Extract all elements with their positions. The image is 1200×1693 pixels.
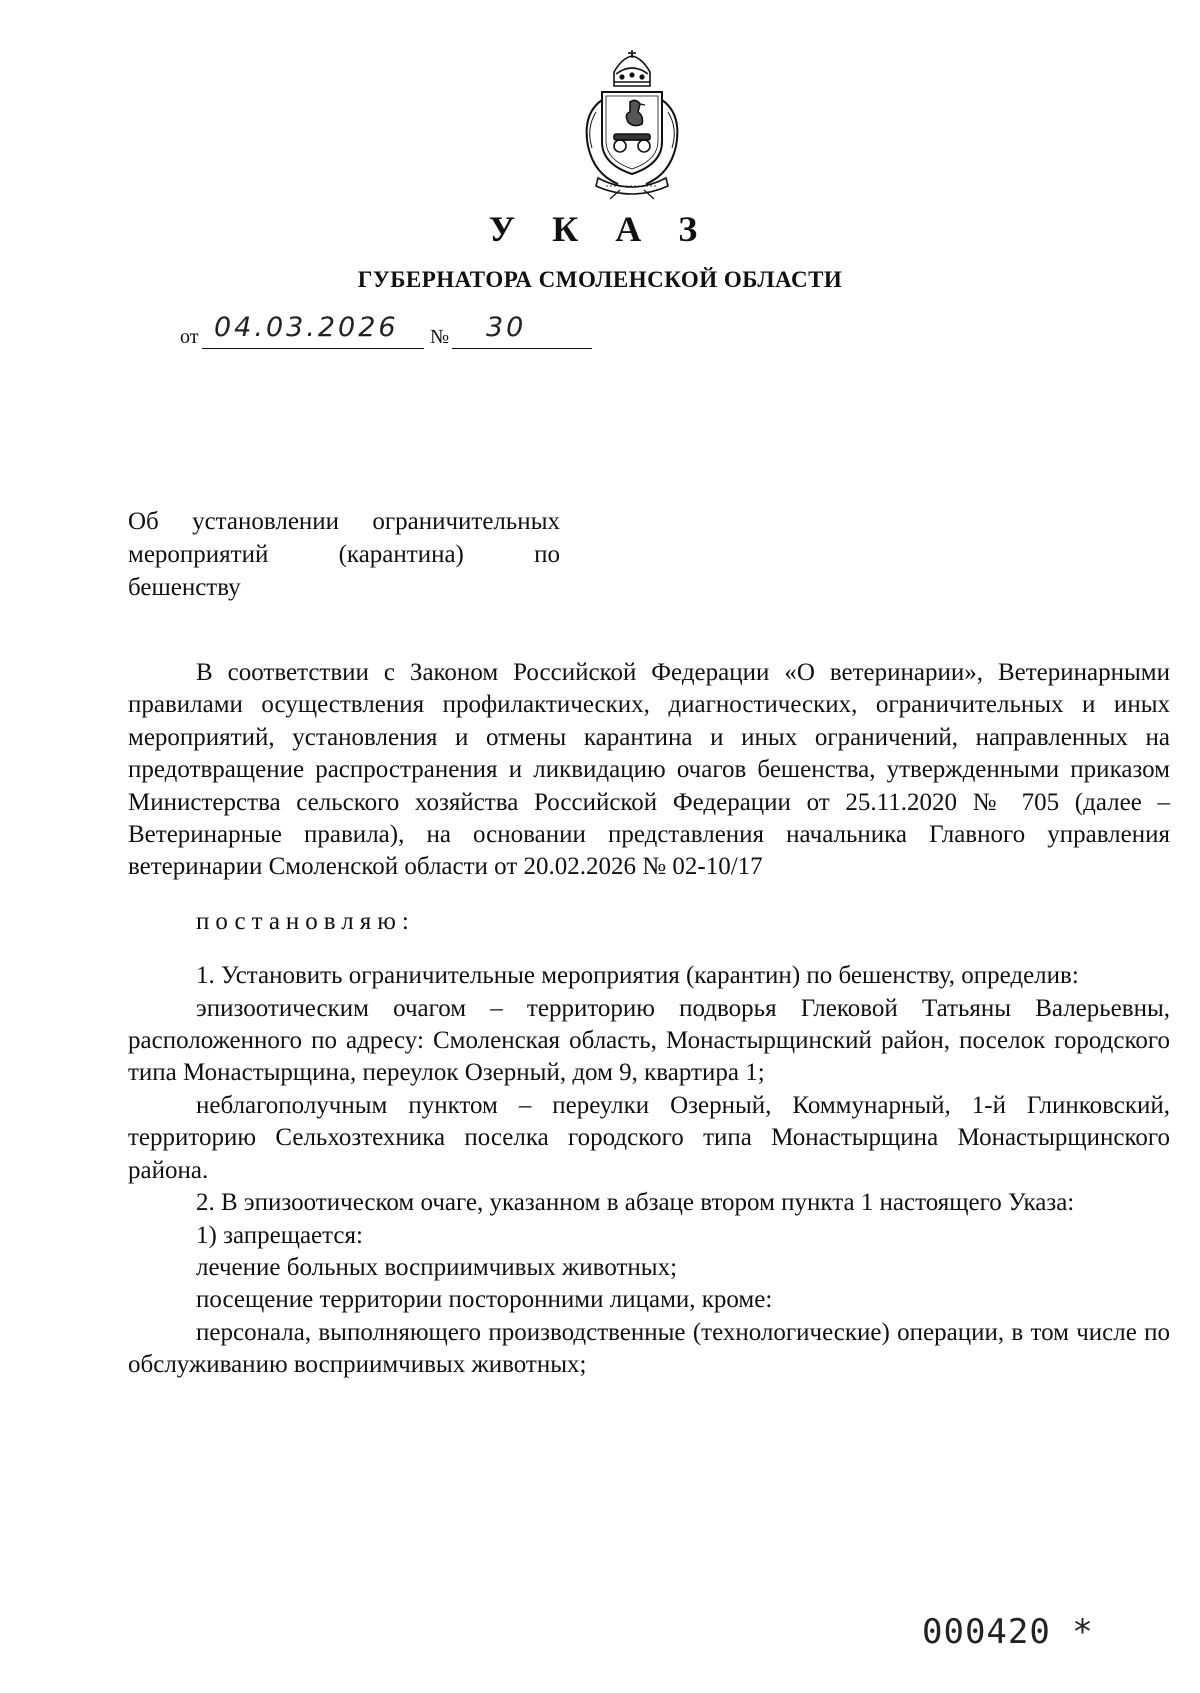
smolensk-coat-of-arms-emblem bbox=[570, 50, 694, 200]
paragraph-2: 2. В эпизоотическом очаге, указанном в абзаце втором пункта 1 настоящего Указа: bbox=[196, 1189, 1075, 1217]
subject-line: бешенству bbox=[128, 574, 241, 601]
document-type-title: У К А З bbox=[488, 209, 712, 249]
subject-line: мероприятий (карантина) по bbox=[128, 541, 560, 568]
date-prefix: от bbox=[180, 326, 199, 348]
paragraph-1: 1. Установить ограничительные мероприятия (карантин) по бешенству, определив: bbox=[196, 962, 1079, 990]
number-underline bbox=[452, 348, 592, 349]
document-subject bbox=[128, 505, 560, 604]
number-prefix: № bbox=[430, 326, 450, 348]
subject-line: Об установлении ограничительных bbox=[128, 508, 560, 535]
preamble-paragraph: В соответствии с Законом Российской Федерации «О ветеринарии», Ветеринарными правилами осуществления профилактических, диагностических, ограничительных и иных мероприятий, установления и отмены карантина и иных ограничений, направленных на предотвращение распространения и ликвидацию очагов бешенства, утвержденными приказом Министерства сельского хозяйства Российской Федерации от 25.11.2020 № 705 (далее – Ветеринарные правила), на основании представления начальника Главного управления ветеринарии Смоленской области от 20.02.2026 № 02-10/17 bbox=[128, 659, 1170, 881]
paragraph-2-1-b: посещение территории посторонними лицами, кроме: bbox=[196, 1286, 773, 1314]
document-issuer: ГУБЕРНАТОРА СМОЛЕНСКОЙ ОБЛАСТИ bbox=[357, 267, 843, 292]
document-body bbox=[128, 657, 1170, 1382]
paragraph-2-1-a: лечение больных восприимчивых животных; bbox=[196, 1253, 678, 1281]
registration-number: 000420 * bbox=[922, 1612, 1094, 1652]
handwritten-date: 04.03.2026 bbox=[214, 312, 399, 343]
date-underline bbox=[202, 348, 424, 349]
paragraph-1-focus: эпизоотическим очагом – территорию подворья Глековой Татьяны Валерьевны, расположенного по адресу: Смоленская область, Монастырщинский район, поселок городского типа Монастырщина, переулок Озерный, дом 9, квартира 1; bbox=[128, 994, 1170, 1087]
date-number-line bbox=[180, 312, 620, 348]
paragraph-1-point: неблагополучным пунктом – переулки Озерный, Коммунарный, 1-й Глинковский, территорию Сельхозтехника поселка городского типа Монастырщина Монастырщинского района. bbox=[128, 1091, 1170, 1184]
decree-word: постановляю: bbox=[196, 907, 415, 935]
paragraph-2-1: 1) запрещается: bbox=[196, 1221, 363, 1249]
paragraph-2-1-c: персонала, выполняющего производственные (технологические) операции, в том числе по обслуживанию восприимчивых животных; bbox=[128, 1318, 1170, 1379]
handwritten-number: 30 bbox=[486, 312, 527, 343]
